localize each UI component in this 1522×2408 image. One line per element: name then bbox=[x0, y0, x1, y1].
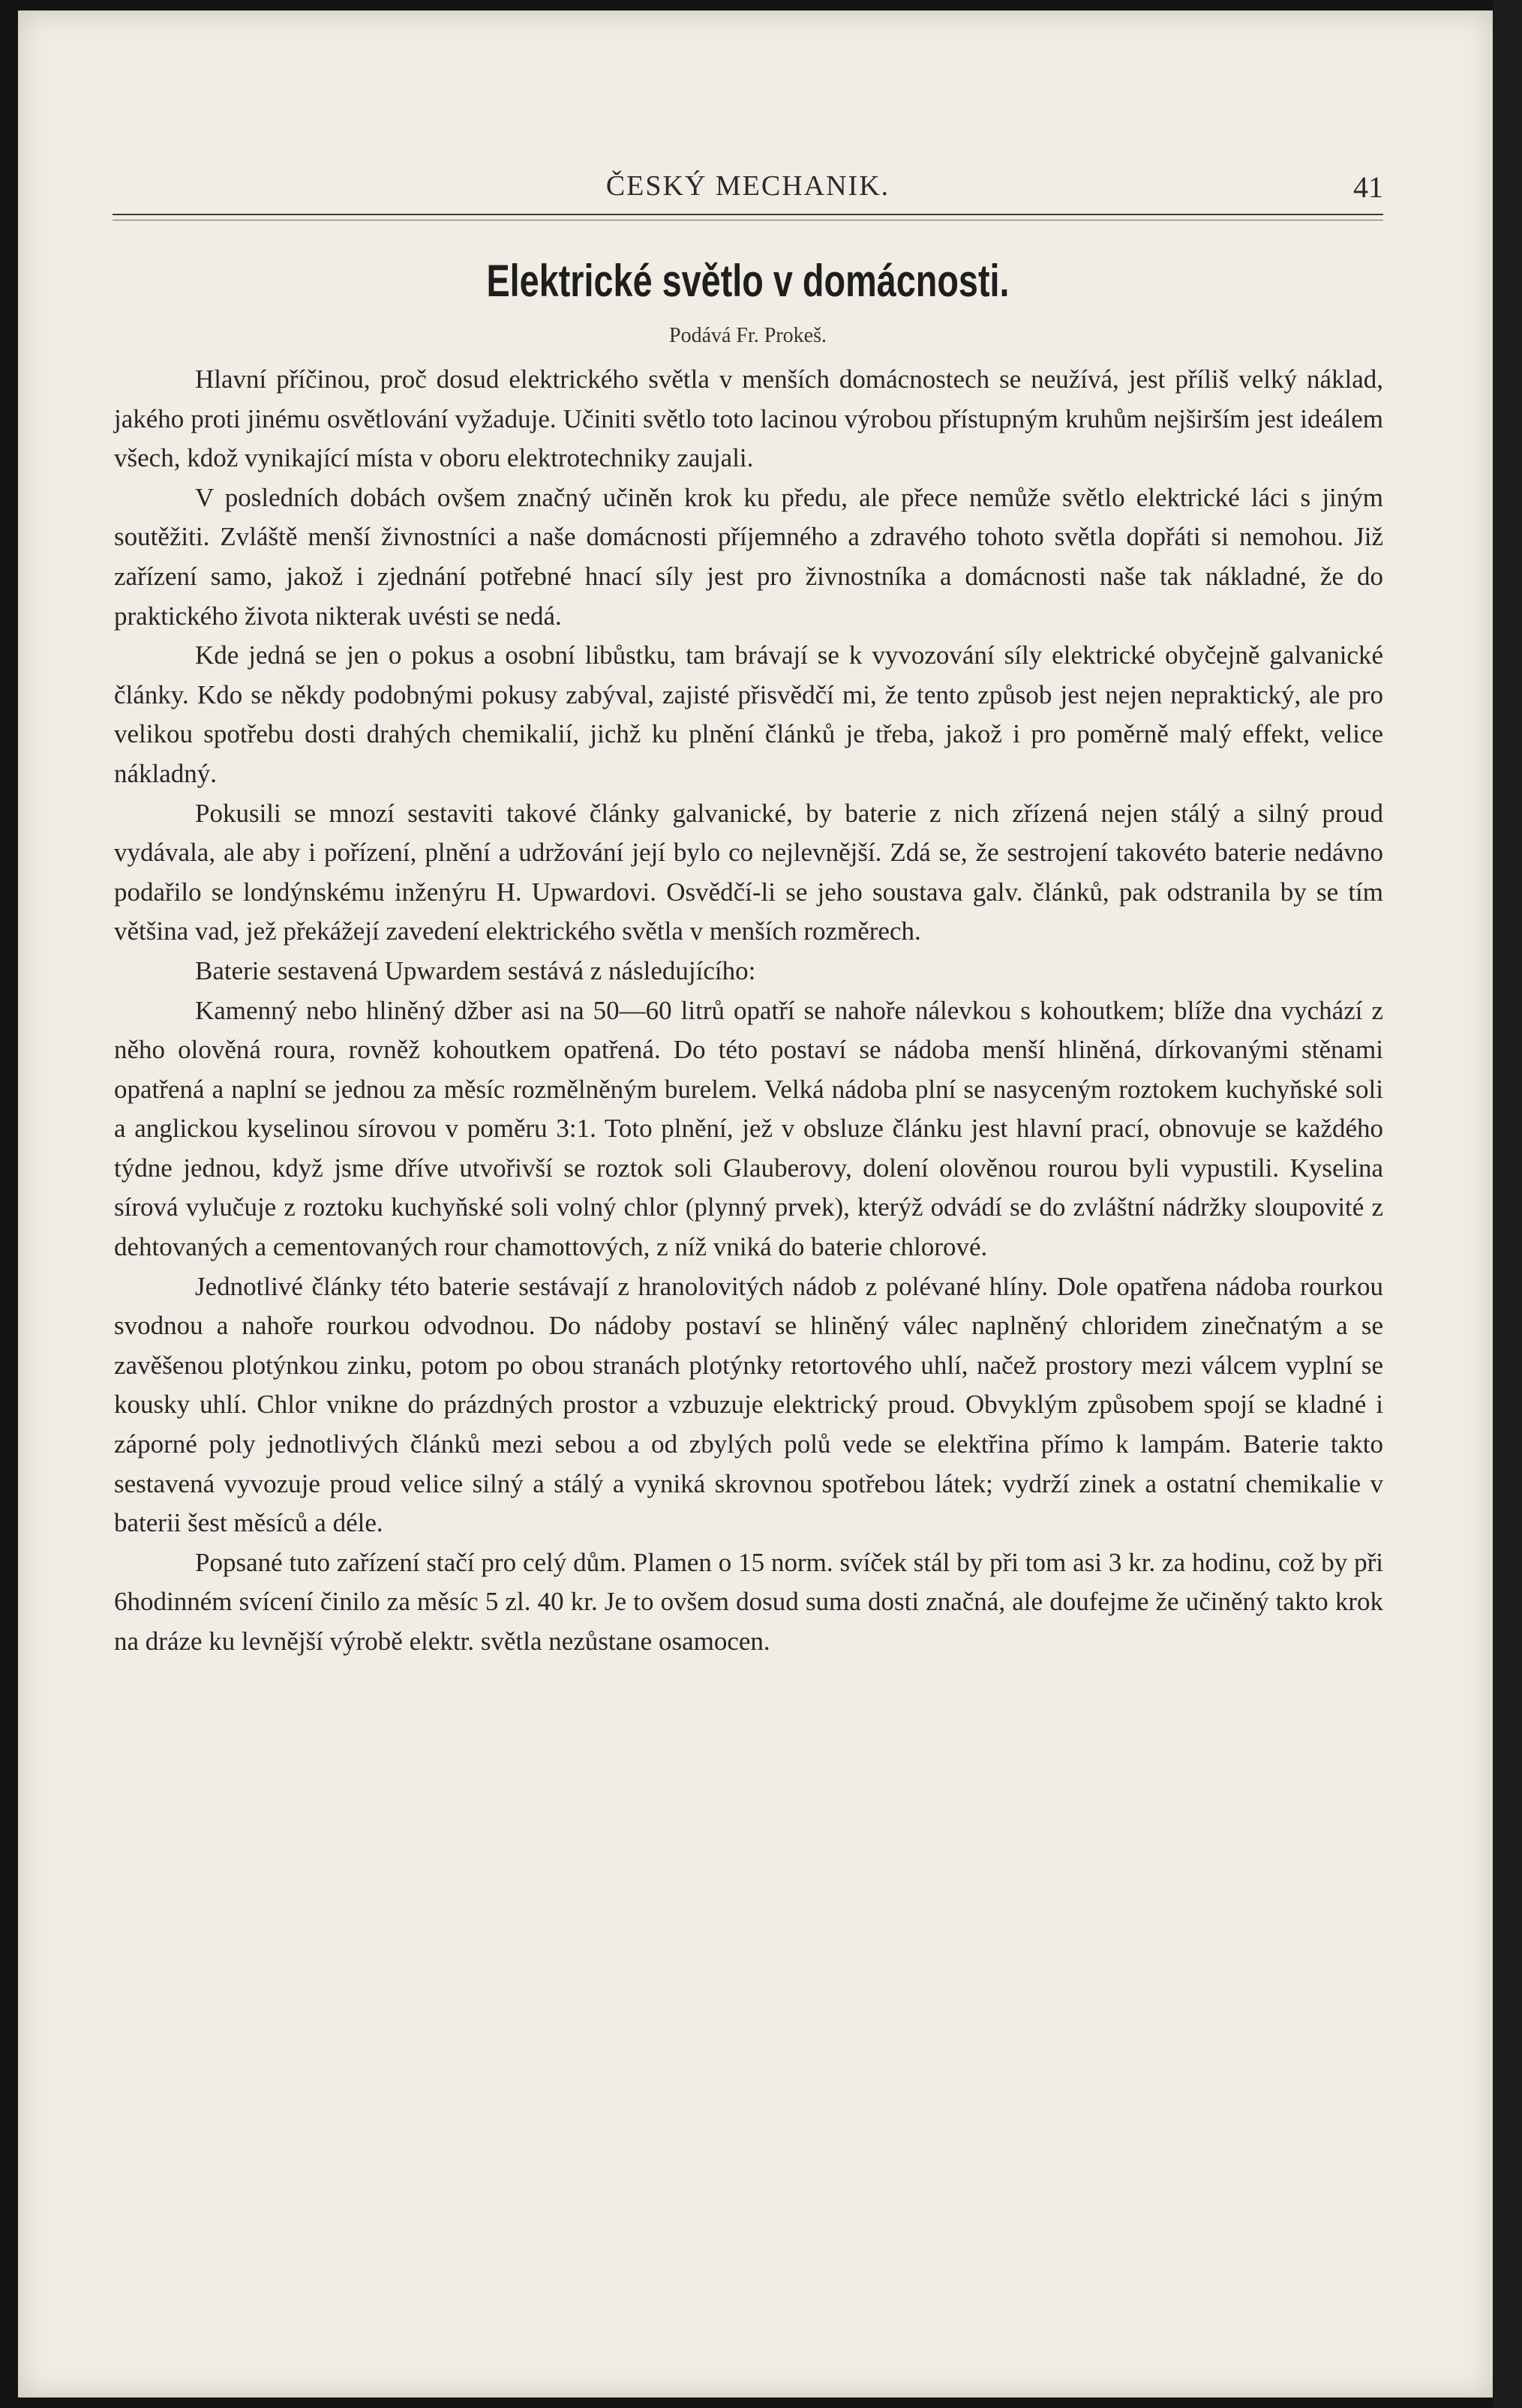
page-number: 41 bbox=[1353, 170, 1383, 204]
book-spine-edge bbox=[1493, 0, 1522, 2408]
running-title: ČESKÝ MECHANIK. bbox=[605, 170, 890, 202]
article-title: Elektrické světlo v domácnosti. bbox=[486, 256, 1010, 306]
paragraph: Pokusili se mnozí sestaviti takové články galvanické, by baterie z nich zřízená nejen stálý a silný proud vydávala, ale aby i pořízení, plnění a udržování její bylo co nejlevnější. Zdá se, že sestrojení takovéto baterie nedávno podařilo se londýnskému inženýru H. Upwardovi. Osvědčí-li se jeho soustava galv. článků, pak odstranila by se tím většina vad, jež překážejí zavedení elektrického světla v menších rozměrech. bbox=[114, 798, 1383, 946]
paragraph: Kamenný nebo hliněný džber asi na 50—60 litrů opatří se nahoře nálevkou s kohoutkem; blíže dna vychází z něho olověná roura, rovněž kohoutkem opatřená. Do této postaví se nádoba menší hliněná, dírkovanými stěnami opatřená a naplní se jednou za měsíc rozmělněným burelem. Velká nádoba plní se nasyceným roztokem kuchyňské soli a anglickou kyselinou sírovou v poměru 3:1. Toto plnění, jež v obsluze článku jest hlavní prací, obnovuje se každého týdne jednou, když jsme dříve utvořivší se roztok soli Glauberovy, dolení olověnou rourou byli vypustili. Kyselina sírová vylučuje z roztoku kuchyňské soli volný chlor (plynný prvek), kterýž odvádí se do zvláštní nádržky sloupovité z dehtovaných a cementovaných rour chamottových, z níž vniká do baterie chlorové. bbox=[114, 995, 1383, 1262]
header-rule bbox=[113, 214, 1383, 215]
paragraph: V posledních dobách ovšem značný učiněn krok ku předu, ale přece nemůže světlo elektrické láci s jiným soutěžiti. Zvláště menší živnostníci a naše domácnosti příjemného a zdravého tohoto světla dopřáti si nemohou. Již zařízení samo, jakož i zjednání potřebné hnací síly jest pro živnostníka a domácnosti naše tak nákladné, že do praktického života nikterak uvésti se nedá. bbox=[114, 482, 1383, 631]
paragraph: Kde jedná se jen o pokus a osobní libůstku, tam brávají se k vyvozování síly elektrické obyčejně galvanické články. Kdo se někdy podobnými pokusy zabýval, zajisté přisvědčí mi, že tento způsob jest nejen nepraktický, ale pro velikou spotřebu dosti drahých chemikalií, jichž ku plnění článků je třeba, jakož i pro poměrně malý effekt, velice nákladný. bbox=[114, 640, 1383, 788]
paragraph: Baterie sestavená Upwardem sestává z následujícího: bbox=[195, 955, 756, 985]
paragraph: Hlavní příčinou, proč dosud elektrického světla v menších domácnostech se neužívá, jest příliš velký náklad, jakého proti jinému osvětlování vyžaduje. Učiniti světlo toto lacinou výrobou přístupným kruhům nejširším jest ideálem všech, kdož vynikající místa v oboru elektrotechniky zaujali. bbox=[114, 364, 1383, 473]
paragraph: Jednotlivé články této baterie sestávají z hranolovitých nádob z polévané hlíny. Dole opatřena nádoba rourkou svodnou a nahoře rourkou odvodnou. Do nádoby postaví se hliněný válec naplněný chloridem zinečnatým a se zavěšenou plotýnkou zinku, potom po obou stranách plotýnky retortového uhlí, načež prostory mezi válcem vyplní se kousky uhlí. Chlor vnikne do prázdných prostor a vzbuzuje elektrický proud. Obvyklým způsobem spojí se kladné i záporné poly jednotlivých článků mezi sebou a od zbylých polů vede se elektřina přímo k lampám. Baterie takto sestavená vyvozuje proud velice silný a stálý a vyniká skrovnou spotřebou látek; vydrží zinek a ostatní chemikalie v baterii šest měsíců a déle. bbox=[114, 1271, 1383, 1538]
paragraph: Popsané tuto zařízení stačí pro celý dům. Plamen o 15 norm. svíček stál by při tom asi 3 kr. za hodinu, což by při 6hodinném svícení činilo za měsíc 5 zl. 40 kr. Je to ovšem dosud suma dosti značná, ale doufejme že učiněný takto krok na dráze ku levnější výrobě elektr. světla nezůstane osamocen. bbox=[114, 1547, 1383, 1656]
page-header bbox=[113, 169, 1383, 207]
article-body bbox=[114, 360, 1383, 1662]
article-byline: Podává Fr. Prokeš. bbox=[669, 324, 827, 347]
